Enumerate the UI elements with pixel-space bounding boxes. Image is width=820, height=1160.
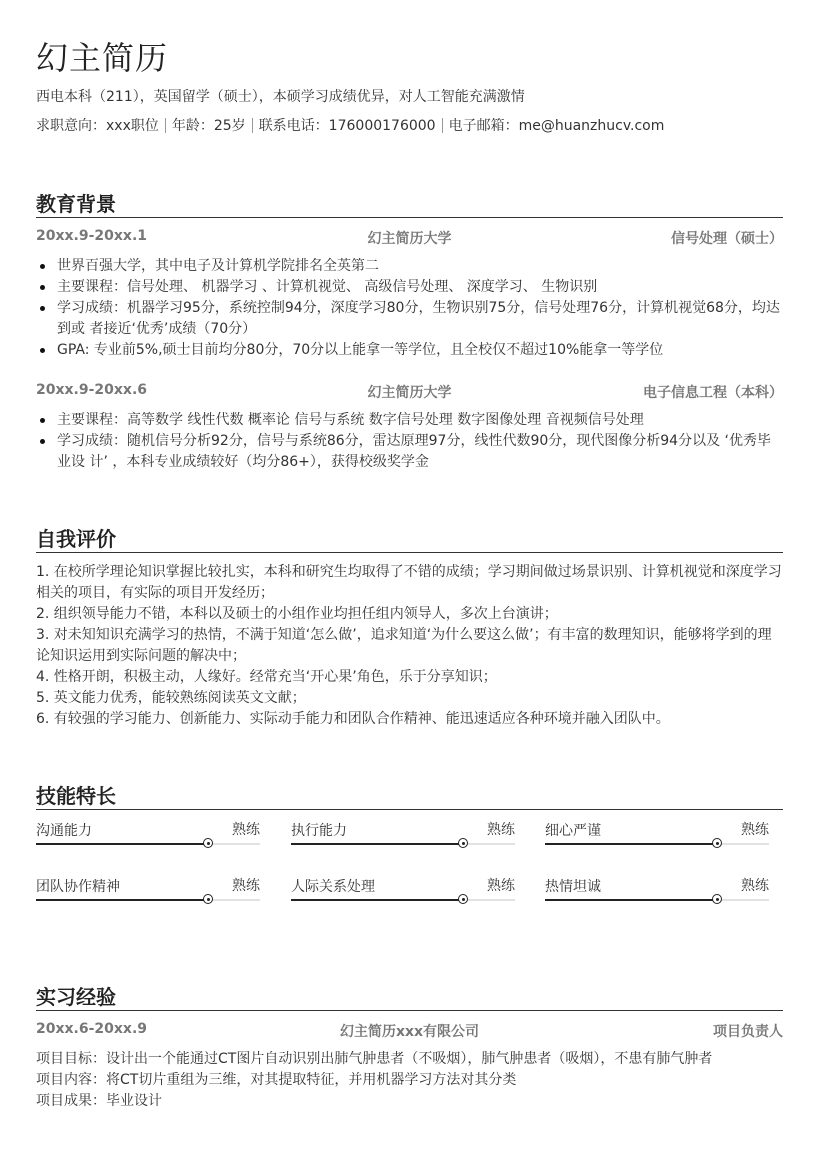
age: 年龄：25岁 [171,118,246,134]
contact-line [36,115,664,137]
skill-level-label: 熟练 [232,822,260,838]
divider [165,118,166,133]
section-title-education: 教育背景 [36,192,116,216]
divider [252,118,253,133]
list-item: 主要课程：高等数学 线性代数 概率论 信号与系统 数字信号处理 数字图像处理 音视频信号处理 [36,410,783,431]
section-title-skills: 技能特长 [36,784,116,808]
section-title-internship: 实习经验 [36,985,116,1009]
self-eval-item: 3. 对未知知识充满学习的热情，不满于知道‘怎么做’，追求知道‘为什么要这么做’；有丰富的数理知识，能够将学到的理论知识运用到实际问题的解决中； [36,627,772,664]
self-eval-item: 2. 组织领导能力不错，本科以及硕士的小组作业均担任组内领导人，多次上台演讲； [36,606,558,622]
section-divider [36,809,783,810]
education-school: 幻主简历大学 [367,231,452,247]
skill-knob [712,838,722,848]
education-bullets [36,256,783,361]
skill-knob [712,894,722,904]
education-entry-header [36,382,783,402]
skill-level-label: 熟练 [741,878,769,894]
skill-knob [458,838,468,848]
skill-knob [203,838,213,848]
education-major: 信号处理（硕士） [671,231,783,247]
list-item: 学习成绩：随机信号分析92分，信号与系统86分，雷达原理97分，线性代数90分，现代图像分析94分以及 ‘优秀毕业设 计’ ，本科专业成绩较好（均分86+），获得校级奖学金 [36,431,783,473]
skill-fill [291,843,463,845]
skill-name: 细心严谨 [545,823,601,839]
section-title-self-eval: 自我评价 [36,527,116,551]
resume-intro: 西电本科（211），英国留学（硕士），本硕学习成绩优异，对人工智能充满激情 [36,89,525,105]
section-divider [36,217,783,218]
skill-fill [545,899,717,901]
skill-level-label: 熟练 [487,822,515,838]
skill-fill [36,843,208,845]
skill-name: 执行能力 [291,823,347,839]
section-divider [36,1010,783,1011]
skill-item [291,821,515,861]
section-divider [36,552,783,553]
internship-role: 项目负责人 [713,1024,783,1040]
self-eval-item: 5. 英文能力优秀，能较熟练阅读英文文献； [36,690,306,706]
phone: 联系电话：176000176000 [258,118,436,134]
skill-fill [36,899,208,901]
internship-line: 项目目标：设计出一个能通过CT图片自动识别出肺气肿患者（不吸烟），肺气肿患者（吸烟），不患有肺气肿者 [36,1051,713,1067]
skill-fill [291,899,463,901]
skill-knob [203,894,213,904]
skill-item [36,821,260,861]
skill-fill [545,843,717,845]
education-major: 电子信息工程（本科） [643,385,783,401]
resume-name: 幻主简历 [36,39,169,77]
education-period: 20xx.9-20xx.6 [36,382,148,398]
skill-level-label: 熟练 [741,822,769,838]
list-item: GPA: 专业前5%,硕士目前均分80分，70分以上能拿一等学位，且全校仅不超过10%能拿一等学位 [36,340,783,361]
self-eval-item: 6. 有较强的学习能力、创新能力、实际动手能力和团队合作精神、能迅速适应各种环境并融入团队中。 [36,711,670,727]
education-bullets [36,410,783,473]
skill-item [291,877,515,917]
list-item: 主要课程：信号处理、 机器学习 、计算机视觉、 高级信号处理、 深度学习、 生物识别 [36,277,783,298]
divider [442,118,443,133]
internship-line: 项目内容：将CT切片重组为三维，对其提取特征，并用机器学习方法对其分类 [36,1072,517,1088]
list-item: 学习成绩：机器学习95分，系统控制94分，深度学习80分，生物识别75分，信号处理76分，计算机视觉68分，均达到或 者接近‘优秀’成绩（70分） [36,298,783,340]
list-item: 世界百强大学，其中电子及计算机学院排名全英第二 [36,256,783,277]
skill-name: 人际关系处理 [291,879,375,895]
skill-level-label: 熟练 [232,878,260,894]
internship-period: 20xx.6-20xx.9 [36,1021,148,1037]
education-entry-header [36,228,783,248]
skill-item [545,821,769,861]
skill-name: 沟通能力 [36,823,92,839]
internship-header [36,1021,783,1041]
job-intent: 求职意向：xxx职位 [36,118,159,134]
self-eval-item: 1. 在校所学理论知识掌握比较扎实，本科和研究生均取得了不错的成绩；学习期间做过场景识别、计算机视觉和深度学习相关的项目，有实际的项目开发经历； [36,564,782,601]
email: 电子邮箱：me@huanzhucv.com [448,118,665,134]
internship-company: 幻主简历xxx有限公司 [339,1024,480,1040]
self-eval-list [36,562,783,730]
skill-name: 热情坦诚 [545,879,601,895]
education-school: 幻主简历大学 [367,385,452,401]
skill-item [36,877,260,917]
skill-item [545,877,769,917]
self-eval-item: 4. 性格开朗，积极主动，人缘好。经常充当‘开心果’角色，乐于分享知识； [36,669,497,685]
skill-knob [458,894,468,904]
internship-line: 项目成果：毕业设计 [36,1093,162,1109]
skill-name: 团队协作精神 [36,879,120,895]
skill-level-label: 熟练 [487,878,515,894]
internship-details [36,1049,783,1112]
education-period: 20xx.9-20xx.1 [36,228,148,244]
